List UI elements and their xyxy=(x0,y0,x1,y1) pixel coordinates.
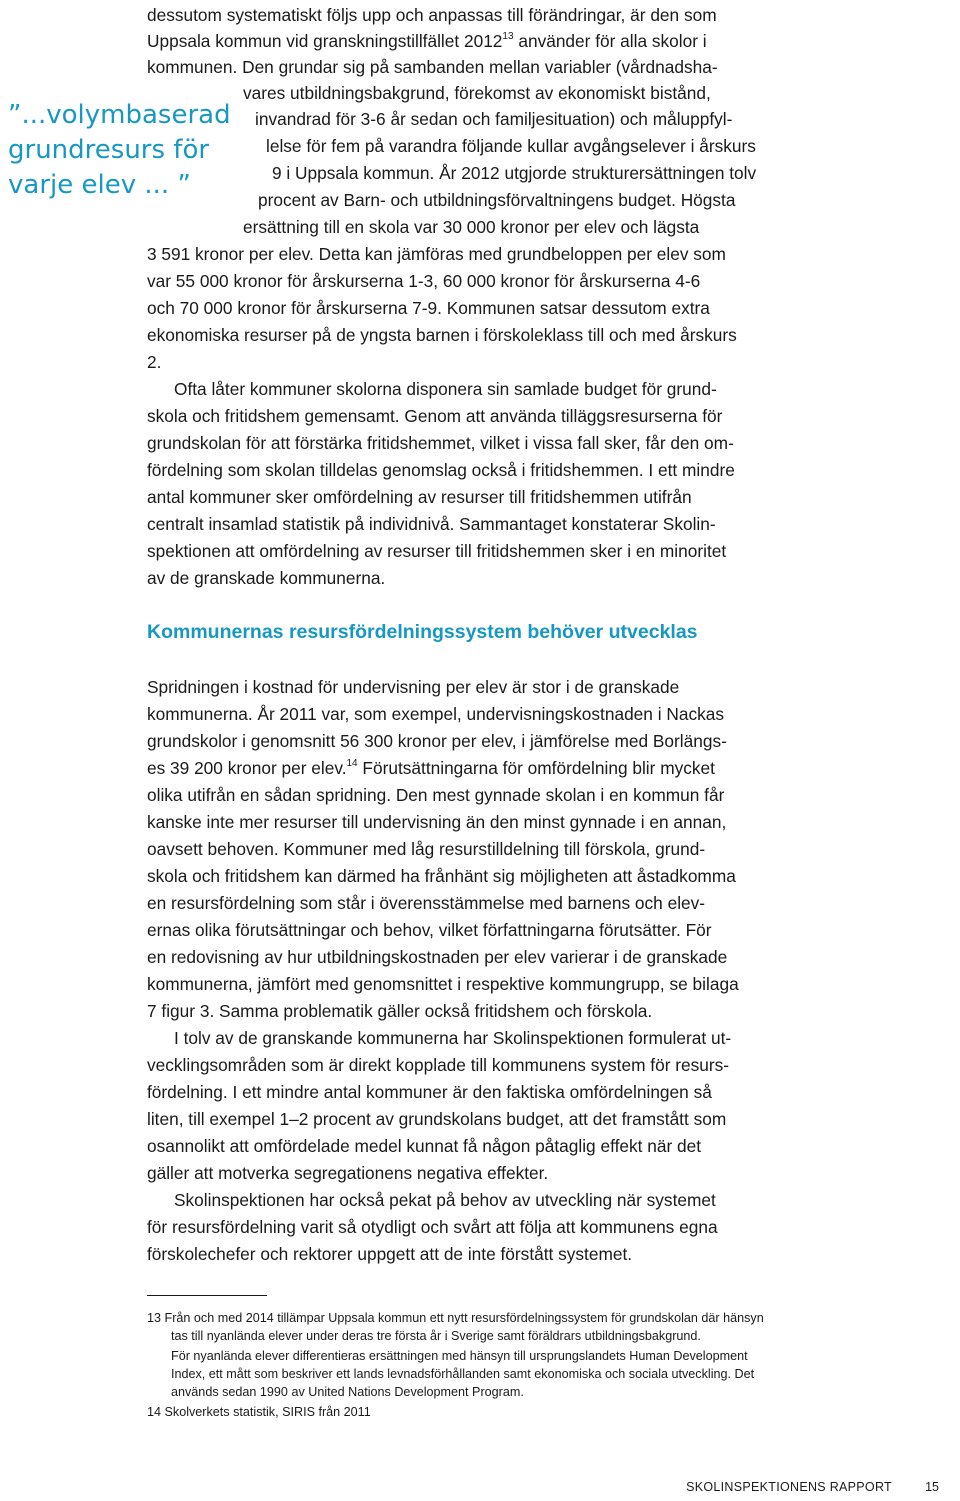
text-line xyxy=(147,971,739,997)
text-line xyxy=(174,1187,716,1213)
text-line xyxy=(174,376,717,402)
text-line-content: antal kommuner sker omfördelning av resurser till fritidshemmen utifrån xyxy=(147,487,692,507)
text-line-content: procent av Barn- och utbildningsförvaltningens budget. Högsta xyxy=(258,190,736,210)
footnote-line: tas till nyanlända elever under deras tre första år i Sverige samt föräldrars utbildningsbakgrund. xyxy=(171,1329,701,1343)
text-line-content: lelse för fem på varandra följande kullar avgångselever i årskurs xyxy=(266,136,756,156)
text-line xyxy=(147,836,705,862)
text-line-content: grundskolan för att förstärka fritidshemmet, vilket i vissa fall sker, får den om- xyxy=(147,433,734,453)
text-line xyxy=(147,511,716,537)
pull-quote-line: varje elev ... ” xyxy=(8,170,191,200)
text-line-content: var 55 000 kronor för årskurserna 1-3, 60 000 kronor för årskurserna 4-6 xyxy=(147,271,701,291)
text-line xyxy=(147,403,722,429)
text-line-content: 3 591 kronor per elev. Detta kan jämföras med grundbeloppen per elev som xyxy=(147,244,726,264)
text-line xyxy=(147,1079,712,1105)
text-line xyxy=(147,295,710,321)
text-line-content: vares utbildningsbakgrund, förekomst av ekonomiskt bistånd, xyxy=(243,83,711,103)
text-line-content: vecklingsområden som är direkt kopplade till kommunens system för resurs- xyxy=(147,1055,730,1075)
text-line-content: grundskolor i genomsnitt 56 300 kronor per elev, i jämförelse med Borlängs- xyxy=(147,731,727,751)
text-line-content: fördelning som skolan tilldelas genomslag också i fritidshemmen. I ett mindre xyxy=(147,460,735,480)
text-line-content: skola och fritidshem gemensamt. Genom att använda tilläggsresurserna för xyxy=(147,406,723,426)
text-line xyxy=(174,1025,731,1051)
text-line xyxy=(147,863,736,889)
text-line-content: es 39 200 kronor per elev. xyxy=(147,758,347,778)
footnote-reference: 13 xyxy=(502,31,514,43)
text-line-content: en redovisning av hur utbildningskostnaden per elev varierar i de granskade xyxy=(147,947,728,967)
text-line-content: kommunerna. År 2011 var, som exempel, undervisningskostnaden i Nackas xyxy=(147,704,724,724)
text-line xyxy=(147,457,735,483)
text-line xyxy=(255,106,732,132)
text-line xyxy=(147,890,705,916)
text-line xyxy=(147,484,692,510)
text-line xyxy=(147,917,712,943)
text-line-content: olika utifrån en sådan spridning. Den mest gynnade skolan i en kommun får xyxy=(147,785,725,805)
text-line xyxy=(147,944,727,970)
text-line-content: och 70 000 kronor för årskurserna 7-9. Kommunen satsar dessutom extra xyxy=(147,298,710,318)
text-line-content: oavsett behoven. Kommuner med låg resurstilldelning till förskola, grund- xyxy=(147,839,706,859)
text-line-content: ersättning till en skola var 30 000 kronor per elev och lägsta xyxy=(243,217,700,237)
text-line-content: förskolechefer och rektorer uppgett att de inte förstått systemet. xyxy=(147,1244,633,1264)
text-line-content: en resursfördelning som står i överensstämmelse med barnens och elev- xyxy=(147,893,706,913)
text-line-content: kommunen. Den grundar sig på sambanden mellan variabler (vårdnadsha- xyxy=(147,57,718,77)
page-number: 15 xyxy=(925,1480,939,1494)
text-line xyxy=(258,187,735,213)
text-line xyxy=(147,54,718,80)
text-line-content: I tolv av de granskande kommunerna har Skolinspektionen formulerat ut- xyxy=(174,1028,732,1048)
text-line-content: centralt insamlad statistik på individnivå. Sammantaget konstaterar Skolin- xyxy=(147,514,716,534)
text-line xyxy=(147,2,717,28)
text-line-content: Förutsättningarna för omfördelning blir mycket xyxy=(357,758,715,778)
text-line xyxy=(147,322,737,348)
text-line xyxy=(147,674,679,700)
text-line-content: dessutom systematiskt följs upp och anpassas till förändringar, är den som xyxy=(147,5,717,25)
text-line xyxy=(147,728,727,754)
text-line-content: av de granskade kommunerna. xyxy=(147,568,386,588)
text-line xyxy=(147,349,161,375)
text-line-content: 2. xyxy=(147,352,162,372)
text-line-content: Skolinspektionen har också pekat på behov av utveckling när systemet xyxy=(174,1190,716,1210)
text-line xyxy=(147,268,700,294)
text-line xyxy=(147,1214,718,1240)
text-line-content: 9 i Uppsala kommun. År 2012 utgjorde strukturersättningen tolv xyxy=(272,163,757,183)
footnote-line: används sedan 1990 av United Nations Development Program. xyxy=(171,1385,524,1399)
footnote-line: 13 Från och med 2014 tillämpar Uppsala kommun ett nytt resursfördelningssystem för grundskolan där hänsyn xyxy=(147,1311,764,1325)
text-line-content: Ofta låter kommuner skolorna disponera sin samlade budget för grund- xyxy=(174,379,717,399)
text-line xyxy=(272,160,756,186)
footnote-line: För nyanlända elever differentieras ersättningen med hänsyn till ursprungslandets Human Development xyxy=(171,1349,748,1363)
text-line xyxy=(147,998,652,1024)
text-line-content: ekonomiska resurser på de yngsta barnen i förskoleklass till och med årskurs xyxy=(147,325,737,345)
footer-title: SKOLINSPEKTIONENS RAPPORT xyxy=(686,1480,892,1494)
text-line-content: kommunerna, jämfört med genomsnittet i respektive kommungrupp, se bilaga xyxy=(147,974,739,994)
footnote-rule xyxy=(147,1295,267,1296)
text-line-content: osannolikt att omfördelade medel kunnat få någon påtaglig effekt när det xyxy=(147,1136,702,1156)
text-line xyxy=(147,538,726,564)
text-line xyxy=(147,1160,548,1186)
text-line-content: liten, till exempel 1–2 procent av grundskolans budget, att det framstått som xyxy=(147,1109,727,1129)
text-line-content: 7 figur 3. Samma problematik gäller också fritidshem och förskola. xyxy=(147,1001,653,1021)
text-line-content: skola och fritidshem kan därmed ha frånhänt sig möjligheten att åstadkomma xyxy=(147,866,736,886)
text-line xyxy=(147,1052,729,1078)
text-line xyxy=(147,1106,726,1132)
text-line xyxy=(266,133,756,159)
text-line xyxy=(147,809,726,835)
text-line xyxy=(147,701,724,727)
text-line xyxy=(147,241,726,267)
pull-quote-line: grundresurs för xyxy=(8,135,210,165)
text-line xyxy=(243,80,711,106)
text-line xyxy=(147,782,724,808)
text-line-content: spektionen att omfördelning av resurser till fritidshemmen sker i en minoritet xyxy=(147,541,727,561)
text-line-content: Uppsala kommun vid granskningstillfället 2012 xyxy=(147,31,503,51)
text-line-content: använder för alla skolor i xyxy=(513,31,707,51)
footnote-reference: 14 xyxy=(346,758,358,770)
text-line-content: fördelning. I ett mindre antal kommuner är den faktiska omfördelningen så xyxy=(147,1082,712,1102)
text-line xyxy=(147,1133,701,1159)
text-line-content: för resursfördelning varit så otydligt och svårt att följa att kommunens egna xyxy=(147,1217,718,1237)
text-line xyxy=(147,755,715,781)
text-line xyxy=(147,430,734,456)
text-line-content: kanske inte mer resurser till undervisning än den minst gynnade i en annan, xyxy=(147,812,727,832)
text-line xyxy=(147,28,707,54)
text-line xyxy=(147,1241,632,1267)
text-line xyxy=(243,214,699,240)
footnote-line: 14 Skolverkets statistik, SIRIS från 2011 xyxy=(147,1405,371,1419)
pull-quote-line: ”...volymbaserad xyxy=(8,100,231,130)
section-heading: Kommunernas resursfördelningssystem behöver utvecklas xyxy=(147,621,698,643)
footnote-line: Index, ett mått som beskriver ett lands levnadsförhållanden samt ekonomiska och sociala utveckling. Det xyxy=(171,1367,755,1381)
text-line-content: invandrad för 3-6 år sedan och familjesituation) och måluppfyl- xyxy=(255,109,733,129)
text-line-content: ernas olika förutsättningar och behov, vilket författningarna förutsätter. För xyxy=(147,920,712,940)
text-line-content: Spridningen i kostnad för undervisning per elev är stor i de granskade xyxy=(147,677,680,697)
text-line-content: gäller att motverka segregationens negativa effekter. xyxy=(147,1163,549,1183)
text-line xyxy=(147,565,385,591)
